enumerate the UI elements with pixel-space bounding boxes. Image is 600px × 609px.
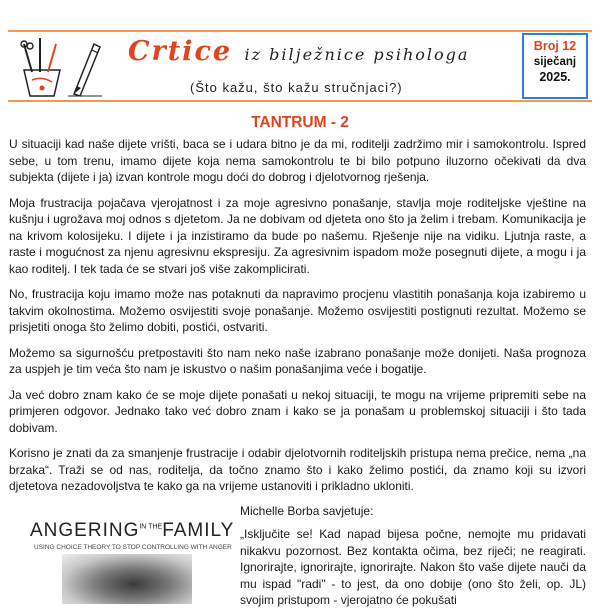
issue-year: 2025. — [539, 70, 571, 84]
newsletter-header — [0, 30, 600, 102]
quote-text: „Isključite se! Kad napad bijesa počne, nemojte mu pridavati nikakvu pozornost. Bez kontakta očima, bez riječi; ne reagirati. Ignorirajte, ignorirajte, ignorirajte. Nakon što vaše dijete nauči da mu ispad "radi" - to jest, da ono dobije (ono što želi, op. JL) svojim pristupom - vjerojatno će pokušati — [240, 527, 586, 607]
paragraph: Ja već dobro znam kako će se moje dijete ponašati u nekoj situaciji, te mogu na vrijeme pripremiti sebe na primjeren odgovor. Jednako tako već dobro znam i kako se ja ponašam u problemskoj situaciji i što tada dobivam. — [9, 387, 586, 435]
header-bottom-rule — [8, 100, 592, 102]
book-title: $ANGERING^{IN THE}FAMILY$ — [30, 520, 235, 541]
paragraph: Moja frustracija pojačava vjerojatnost i za moje agresivno ponašanje, stavlja moje roditeljske vještine na kušnju i ugrožava moj odnos s djetetom. Ja ne dobivam od djeteta ono što ja želim i trebam. Komunikacija je na krivom kolosijeku. I dijete i ja inzistiramo da bude po našemu. Rješenje nije na vidiku. Ljutnja raste, a raste i mogućnost za njenu agresivnu ekspresiju. Za agresivnim ispadom može posegnuti dijete, a mogu i ja kao roditelj. I tek tada će se stvari još više zakomplicirati. — [9, 195, 586, 276]
header-top-rule — [8, 30, 592, 32]
issue-number: Broj 12 — [533, 39, 577, 53]
paragraph: Možemo sa sigurnošću pretpostaviti što nam neko naše izabrano ponašanje može donijeti. Naša prognoza za uspjeh je tim veća što nam je iskustvo o našim ponašanjima veće i bogatije. — [9, 345, 586, 376]
title-rest: iz bilježnice psihologa — [244, 45, 470, 64]
book-subtitle: USING CHOICE THEORY TO STOP CONTROLLING WITH ANGER — [34, 544, 232, 551]
paragraph: Korisno je znati da za smanjenje frustracije i odabir djelotvornih roditeljskih pristupa nema prečice, nema „na brzaka“. Traži se od nas, roditelja, da točno znamo što i kako želimo postići, da znamo koji su izvori djetetova nezadovoljstva te kako ga na vrijeme ustanoviti i prikladno ukloniti. — [9, 446, 586, 493]
article-body — [9, 136, 586, 504]
title-crtice: Crtice — [128, 36, 233, 67]
issue-month: siječanj — [533, 56, 577, 68]
paragraph: No, frustracija koju imamo može nas potaknuti da napravimo procjenu vlastitih ponašanja koja izabiremo u takvim okolnostima. Možemo osvijestiti svoje ponašanje. Možemo osvijestiti postignuti rezultat. Možemo se prisjetiti onoga što želimo dobiti, postići, ostvariti. — [9, 287, 586, 334]
stationery-illustration-icon — [10, 36, 102, 98]
newsletter-subtitle: (Što kažu, što kažu stručnjaci?) — [190, 80, 403, 95]
book-cover-photo — [62, 554, 192, 604]
article-title: TANTRUM - 2 — [251, 114, 349, 131]
quote-intro: Michelle Borba savjetuje: — [240, 504, 374, 518]
issue-badge — [522, 33, 588, 99]
paragraph: U situaciji kad naše dijete vrišti, baca se i udara bitno je da mi, roditelji zadržimo mir i samokontrolu. Ispred sebe, u tom trenu, imamo dijete koja nema samokontrolu te bi bilo potpuno iluzorno očekivati da dva subjekta (dijete i ja) izvan kontrole mogu doći do dobrog i djelotvornog rješenja. — [9, 137, 586, 184]
book-cover — [22, 520, 235, 600]
newsletter-title — [128, 36, 518, 67]
